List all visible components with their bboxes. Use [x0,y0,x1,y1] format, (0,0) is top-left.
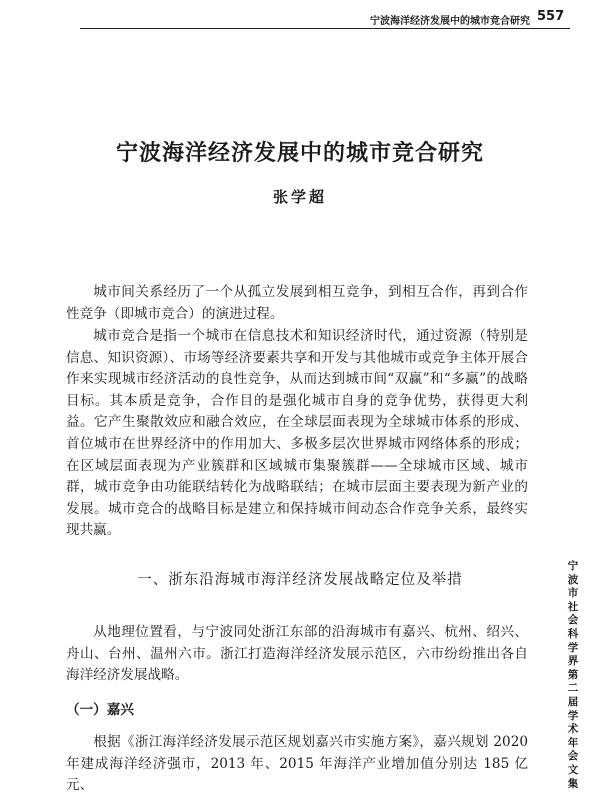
subsection-paragraph: 根据《浙江海洋经济发展示范区规划嘉兴市实施方案》，嘉兴规划 2020 年建成海洋经济强市，2013 年、2015 年海洋产业增加值分别达 185 亿元、 [66,734,528,794]
section-intro-paragraph: 从地理位置看，与宁波同处浙江东部的沿海城市有嘉兴、杭州、绍兴、舟山、台州、温州六市。浙江打造海洋经济发展示范区，六市纷纷推出各自海洋经济发展战略。 [66,624,528,684]
paragraph-1: 城市间关系经历了一个从孤立发展到相互竞争，到相互合作，再到合作性竞争（即城市竞合）的演进过程。 [66,284,528,322]
article-author: 张学超 [272,188,327,206]
header-rule [80,28,570,29]
paragraph-2: 城市竞合是指一个城市在信息技术和知识经济时代，通过资源（特别是信息、知识资源）、市场等经济要素共享和开发与其他城市或竞争主体开展合作来实现城市经济活动的良性竞争，从而达到城市间“双赢”和“多赢”的战略目标。其本质是竞争，合作目的是强化城市自身的竞争优势，获得更大利益。它产生聚散效应和融合效应，在全球层面表现为全球城市体系的形成、首位城市在世界经济中的作用加大、多极多层次世界城市网络体系的形成；在区域层面表现为产业簇群和区域城市集聚簇群——全球城市区域、城市群，城市竞争由功能联结转化为战略联结；在城市层面主要表现为新产业的发展。城市竞合的战略目标是建立和保持城市间动态合作竞争关系，最终实现共赢。 [66,328,528,539]
side-note-vertical: 宁波市社会科学界第二届学术年会文集 [567,560,579,790]
subsection-heading: （一）嘉兴 [66,702,134,718]
section-heading: 一、浙东沿海城市海洋经济发展战略定位及举措 [137,572,463,588]
page-number: 557 [537,9,565,24]
article-title: 宁波海洋经济发展中的城市竞合研究 [115,140,484,166]
running-header-title: 宁波海洋经济发展中的城市竞合研究 [370,16,530,27]
